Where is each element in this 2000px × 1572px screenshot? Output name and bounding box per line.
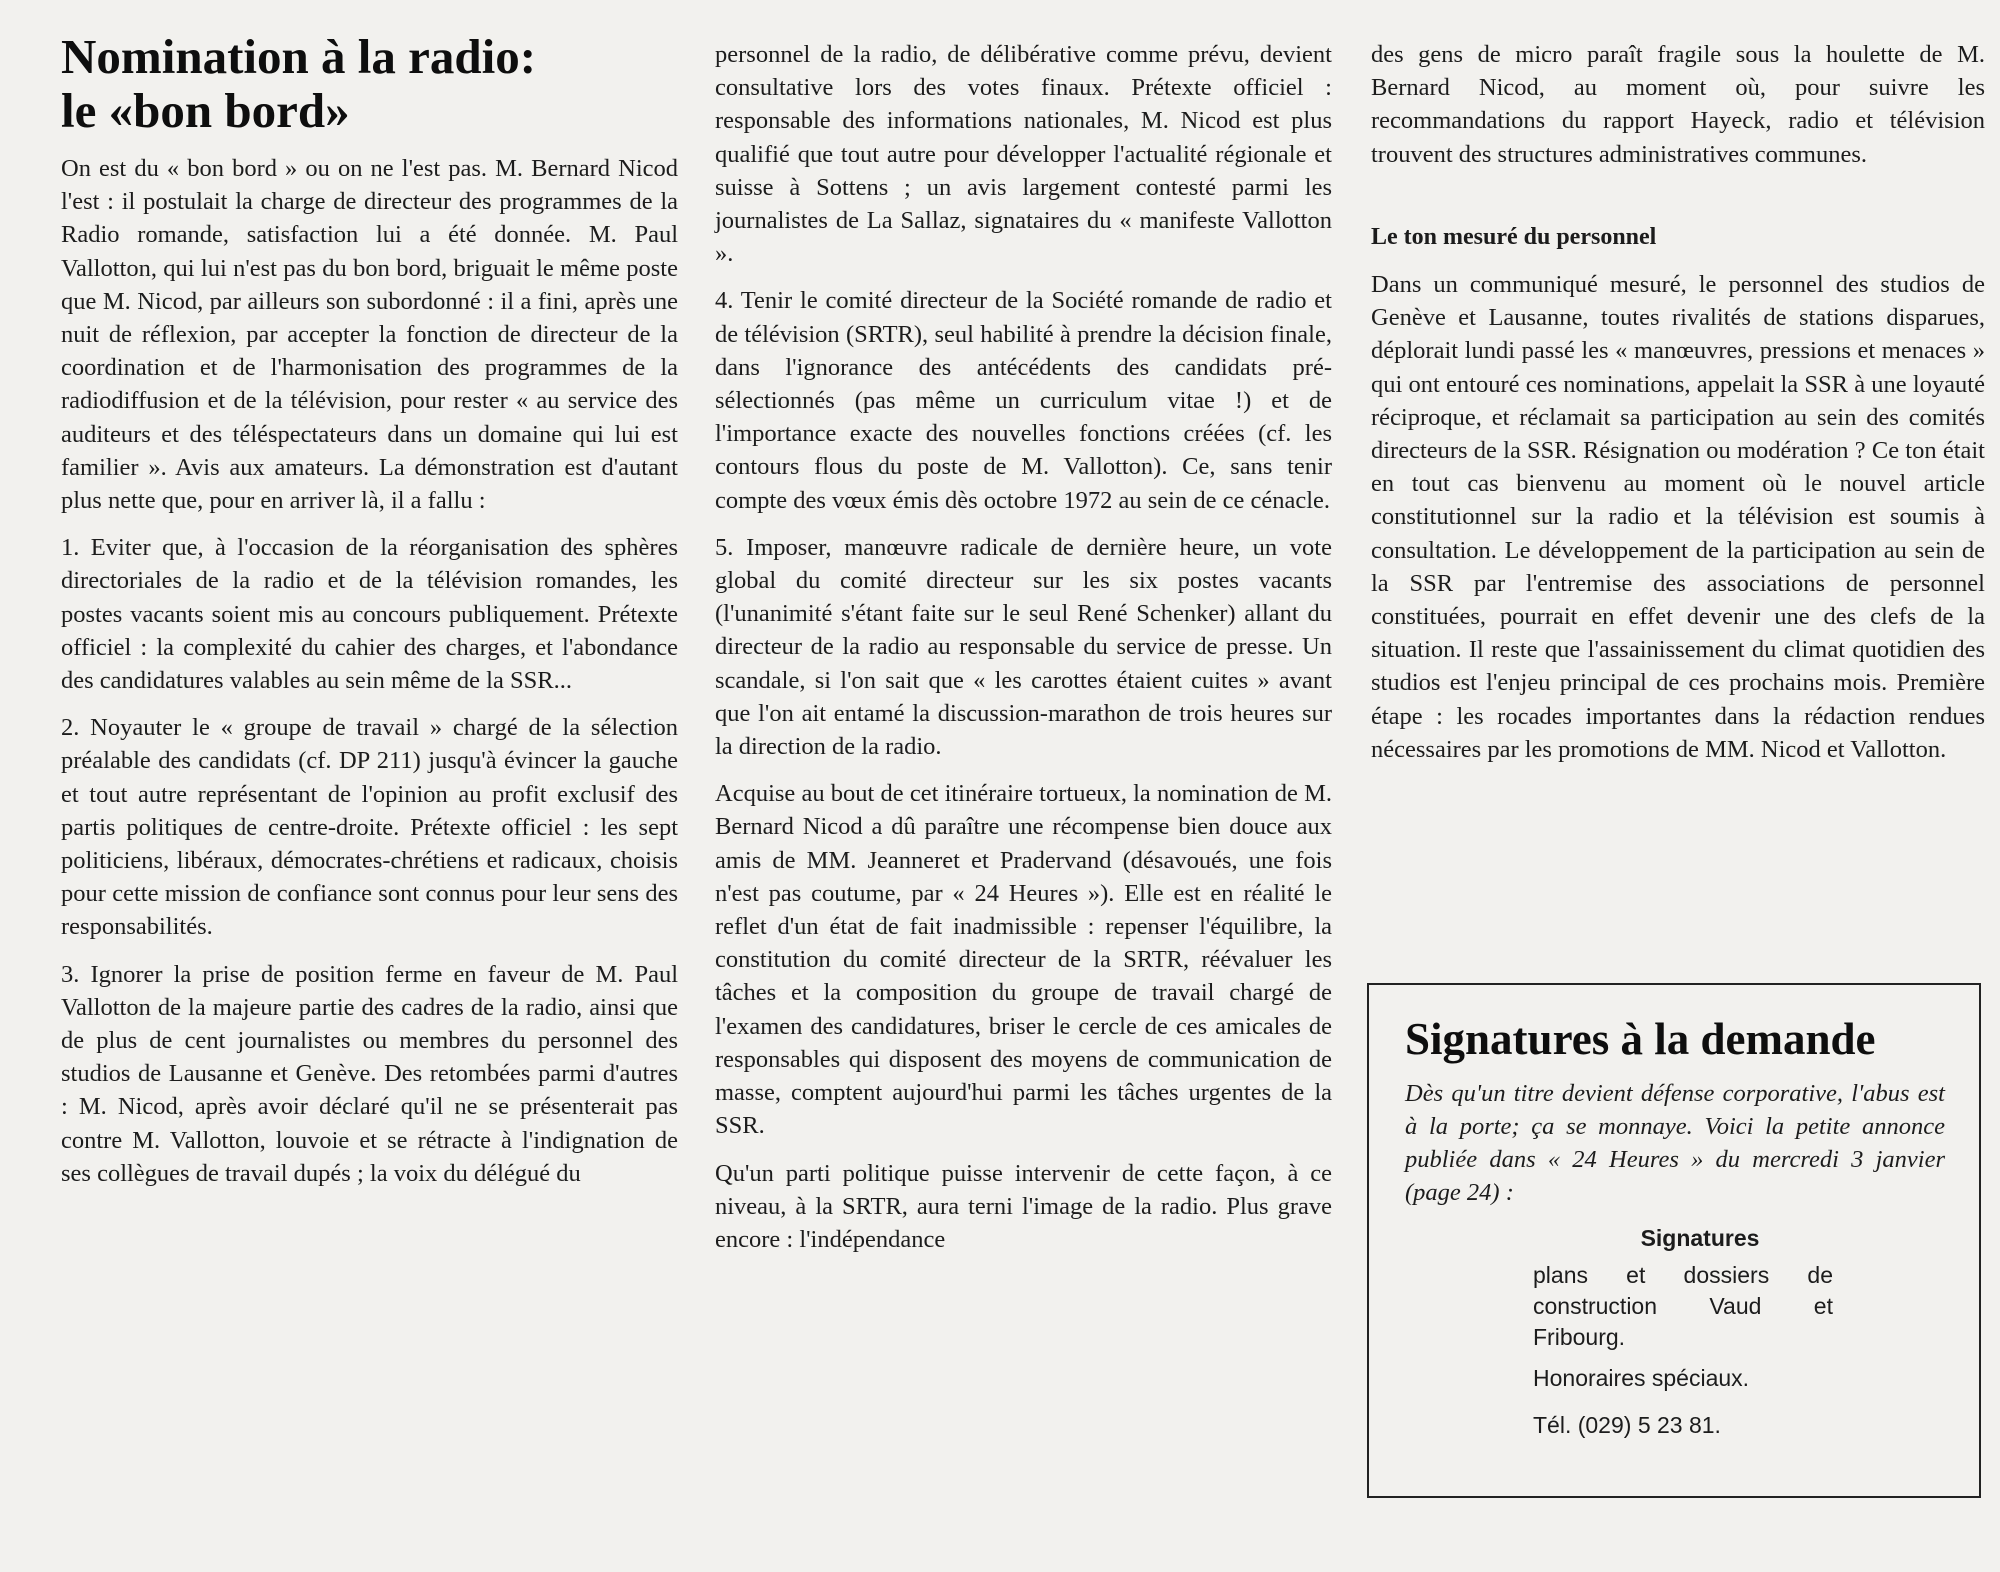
headline-line-2: le «bon bord» <box>61 83 350 138</box>
paragraph: 5. Imposer, manœuvre radicale de dernière heure, un vote global du comité directeur sur les six postes vacants (l'unanimité s'étant faite sur le seul René Schenker) allant du directeur de la radio au responsable du service de presse. Un scandale, si l'on sait que « les carottes étaient cuites » avant que l'on ait entamé la discussion-marathon de trois heures sur la direction de la radio. <box>715 533 1332 761</box>
box-intro: Dès qu'un titre devient défense corporative, l'abus est à la porte; ça se monnaye. Voici la petite annonce publiée dans « 24 Heures » du mercredi 3 janvier (page 24) : <box>1405 1080 1945 1206</box>
paragraph: personnel de la radio, de délibérative comme prévu, devient consultative lors des votes finaux. Prétexte officiel : responsable des informations nationales, M. Nicod est plus qualifié que tout autre pour développer l'actualité régionale et suisse à Sottens ; un avis largement contesté parmi les journalistes de La Sallaz, signataires du « manifeste Vallotton ». <box>715 41 1332 268</box>
ad-fees: Honoraires spéciaux. <box>1533 1365 1750 1391</box>
article-column-1 <box>61 30 678 1204</box>
article-column-2 <box>715 38 1332 1270</box>
paragraph: 4. Tenir le comité directeur de la Société romande de radio et de télévision (SRTR), seul habilité à prendre la décision finale, dans l'ignorance des antécédents des candidats pré-sélectionnés (pas même un curriculum vitae !) et de l'importance exacte des nouvelles fonctions créées (cf. les contours flous du poste de M. Vallotton). Ce, sans tenir compte des vœux émis dès octobre 1972 au sein de ce cénacle. <box>715 287 1332 514</box>
paragraph: Dans un communiqué mesuré, le personnel des studios de Genève et Lausanne, toutes rivalités de stations disparues, déplorait lundi passé les « manœuvres, pressions et menaces » qui ont entouré ces nominations, appelait la SSR à une loyauté réciproque, et réclamait sa participation au sein des comités directeurs de la SSR. Résignation ou modération ? Ce ton était en tout cas bienvenu au moment où le nouvel article constitutionnel sur la radio et la télévision est soumis à consultation. Le développement de la participation au sein de la SSR par l'entremise des associations de personnel constituées, pourrait en effet devenir une des clefs de la situation. Il reste que l'assainissement du climat quotidien des studios est l'enjeu principal de ces prochains mois. Première étape : les rocades importantes dans la rédaction rendues nécessaires par les promotions de MM. Nicod et Vallotton. <box>1371 271 1985 763</box>
paragraph: 1. Eviter que, à l'occasion de la réorganisation des sphères directoriales de la radio et de la télévision romandes, les postes vacants soient mis au concours publiquement. Prétexte officiel : la complexité du cahier des charges, et l'abondance des candidatures valables au sein même de la SSR... <box>61 534 678 695</box>
paragraph: 3. Ignorer la prise de position ferme en faveur de M. Paul Vallotton de la majeure partie des cadres de la radio, ainsi que de plus de cent journalistes ou membres du personnel des studios de Lausanne et Genève. Des retombées parmi d'autres : M. Nicod, après avoir déclaré qu'il ne se présenterait pas contre M. Vallotton, louvoie et se rétracte à l'indignation de ses collègues de travail dupés ; la voix du délégué du <box>61 960 678 1187</box>
paragraph: On est du « bon bord » ou on ne l'est pas. M. Bernard Nicod l'est : il postulait la charge de directeur des programmes de la Radio romande, satisfaction lui a été donnée. M. Paul Vallotton, qui lui n'est pas du bon bord, briguait le même poste que M. Nicod, par ailleurs son subordonné : il a fini, après une nuit de réflexion, par accepter la fonction de directeur de la coordination et de l'harmonisation des programmes de la radiodiffusion et de la télévision, pour rester « au service des auditeurs et des téléspectateurs dans un domaine qui lui est familier ». Avis aux amateurs. La démonstration est d'autant plus nette que, pour en arriver là, il a fallu : <box>61 155 678 515</box>
paragraph: Acquise au bout de cet itinéraire tortueux, la nomination de M. Bernard Nicod a dû paraître une récompense bien douce aux amis de MM. Jeanneret et Pradervand (désavoués, une fois n'est pas coutume, par « 24 Heures »). Elle est en réalité le reflet d'un état de fait inadmissible : repenser l'équilibre, la constitution du comité directeur de la SRTR, réévaluer les tâches et la composition du groupe de travail chargé de l'examen des candidatures, briser le cercle de ces amicales de responsables qui disposent des moyens de communication de masse, comptent aujourd'hui parmi les tâches urgentes de la SSR. <box>715 780 1332 1140</box>
sidebar-box <box>1367 983 1981 1498</box>
paragraph: 2. Noyauter le « groupe de travail » chargé de la sélection préalable des candidats (cf. DP 211) jusqu'à évincer la gauche et tout autre représentant de l'opinion au profit exclusif des partis politiques de centre-droite. Prétexte officiel : les sept politiciens, libéraux, démocrates-chrétiens et radicaux, choisis pour cette mission de confiance sont connus pour leur sens des responsabilités. <box>61 714 678 941</box>
paragraph: des gens de micro paraît fragile sous la houlette de M. Bernard Nicod, au moment où, pour suivre les recommandations du rapport Hayeck, radio et télévision trouvent des structures administratives communes. <box>1371 41 1985 168</box>
headline-line-1: Nomination à la radio: <box>61 29 537 84</box>
article-column-3 <box>1371 38 1985 780</box>
ad-body: plans et dossiers de construction Vaud et Fribourg. <box>1533 1262 1833 1350</box>
ad-phone: Tél. (029) 5 23 81. <box>1533 1412 1721 1438</box>
headline <box>61 30 678 138</box>
ad-title: Signatures <box>1640 1225 1760 1251</box>
classified-ad <box>1405 1223 1945 1441</box>
paragraph: Qu'un parti politique puisse intervenir de cette façon, à ce niveau, à la SRTR, aura terni l'image de la radio. Plus grave encore : l'indépendance <box>715 1159 1332 1253</box>
box-title: Signatures à la demande <box>1405 1014 1876 1064</box>
subheading: Le ton mesuré du personnel <box>1371 223 1657 250</box>
